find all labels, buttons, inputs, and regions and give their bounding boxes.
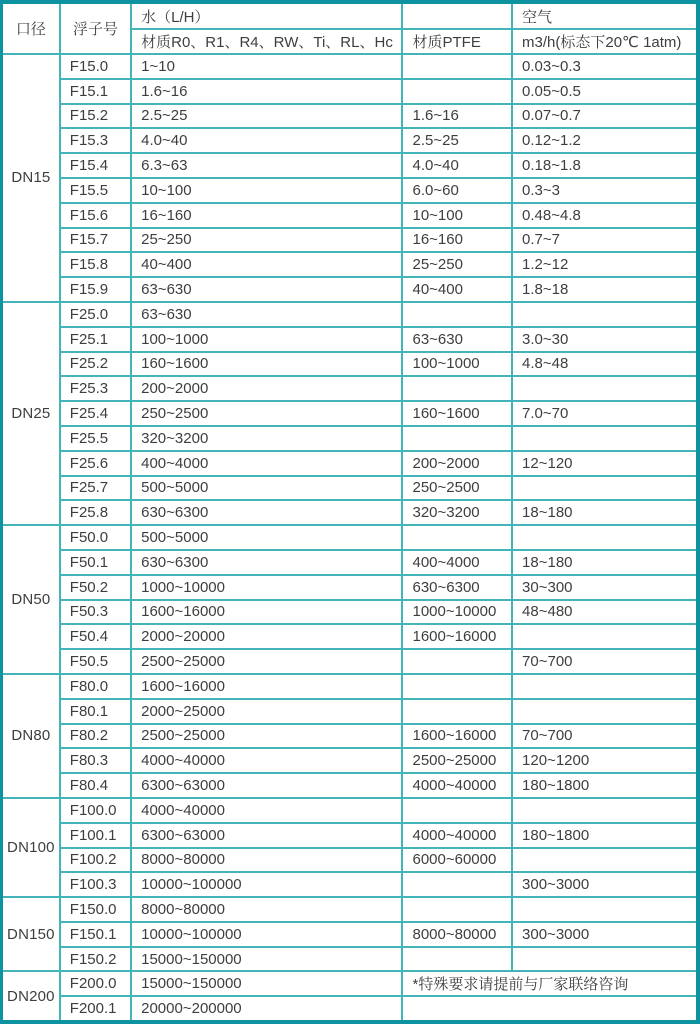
note-cell: *特殊要求请提前与厂家联络咨询 <box>402 971 698 996</box>
ptfe-flow-cell <box>402 674 512 699</box>
air-flow-cell <box>512 525 698 550</box>
table-row <box>2 54 699 79</box>
diameter-cell: DN150 <box>2 897 60 971</box>
water-flow-cell: 25~250 <box>131 228 402 253</box>
header-water-spacer <box>402 2 512 29</box>
table-row <box>2 748 699 773</box>
air-flow-cell <box>512 624 698 649</box>
air-flow-cell: 30~300 <box>512 575 698 600</box>
ptfe-flow-cell: 25~250 <box>402 252 512 277</box>
air-flow-cell: 3.0~30 <box>512 327 698 352</box>
float-no-cell: F80.3 <box>60 748 131 773</box>
water-flow-cell: 320~3200 <box>131 426 402 451</box>
float-no-cell: F200.0 <box>60 971 131 996</box>
air-flow-cell: 0.03~0.3 <box>512 54 698 79</box>
air-flow-cell: 70~700 <box>512 724 698 749</box>
water-flow-cell: 10000~100000 <box>131 872 402 897</box>
table-row <box>2 277 699 302</box>
air-flow-cell <box>512 848 698 873</box>
water-flow-cell: 400~4000 <box>131 451 402 476</box>
table-row <box>2 153 699 178</box>
ptfe-flow-cell: 63~630 <box>402 327 512 352</box>
ptfe-flow-cell <box>402 947 512 972</box>
ptfe-flow-cell: 160~1600 <box>402 401 512 426</box>
ptfe-flow-cell: 2500~25000 <box>402 748 512 773</box>
float-no-cell: F150.2 <box>60 947 131 972</box>
table-row <box>2 897 699 922</box>
air-flow-cell <box>512 947 698 972</box>
air-flow-cell: 0.48~4.8 <box>512 203 698 228</box>
float-no-cell: F50.4 <box>60 624 131 649</box>
table-row <box>2 302 699 327</box>
ptfe-flow-cell <box>402 699 512 724</box>
table-row <box>2 872 699 897</box>
air-flow-cell <box>512 897 698 922</box>
table-row <box>2 128 699 153</box>
air-flow-cell: 180~1800 <box>512 773 698 798</box>
water-flow-cell: 2.5~25 <box>131 104 402 129</box>
note-cell <box>402 996 698 1022</box>
ptfe-flow-cell: 100~1000 <box>402 352 512 377</box>
ptfe-flow-cell: 4000~40000 <box>402 823 512 848</box>
header-ptfe-material: 材质PTFE <box>402 29 512 54</box>
header-water-title: 水（L/H） <box>131 2 402 29</box>
header-row-1 <box>2 2 699 29</box>
table-row <box>2 947 699 972</box>
water-flow-cell: 1600~16000 <box>131 600 402 625</box>
air-flow-cell: 0.18~1.8 <box>512 153 698 178</box>
header-water-material: 材质R0、R1、R4、RW、Ti、RL、Hc <box>131 29 402 54</box>
ptfe-flow-cell: 10~100 <box>402 203 512 228</box>
float-no-cell: F150.1 <box>60 922 131 947</box>
air-flow-cell: 70~700 <box>512 649 698 674</box>
water-flow-cell: 2500~25000 <box>131 724 402 749</box>
water-flow-cell: 4.0~40 <box>131 128 402 153</box>
water-flow-cell: 8000~80000 <box>131 848 402 873</box>
ptfe-flow-cell: 2.5~25 <box>402 128 512 153</box>
float-no-cell: F100.3 <box>60 872 131 897</box>
table-row <box>2 922 699 947</box>
water-flow-cell: 2000~25000 <box>131 699 402 724</box>
water-flow-cell: 6.3~63 <box>131 153 402 178</box>
table-row <box>2 699 699 724</box>
float-no-cell: F15.5 <box>60 178 131 203</box>
table-row <box>2 971 699 996</box>
table-row <box>2 550 699 575</box>
water-flow-cell: 63~630 <box>131 302 402 327</box>
float-no-cell: F15.2 <box>60 104 131 129</box>
water-flow-cell: 2500~25000 <box>131 649 402 674</box>
float-no-cell: F25.1 <box>60 327 131 352</box>
diameter-cell: DN200 <box>2 971 60 1022</box>
diameter-cell: DN100 <box>2 798 60 897</box>
air-flow-cell: 300~3000 <box>512 872 698 897</box>
ptfe-flow-cell <box>402 525 512 550</box>
water-flow-cell: 6300~63000 <box>131 773 402 798</box>
header-diameter: 口径 <box>2 2 60 54</box>
ptfe-flow-cell: 6000~60000 <box>402 848 512 873</box>
float-no-cell: F50.3 <box>60 600 131 625</box>
water-flow-cell: 4000~40000 <box>131 748 402 773</box>
ptfe-flow-cell: 1.6~16 <box>402 104 512 129</box>
ptfe-flow-cell <box>402 897 512 922</box>
float-no-cell: F15.0 <box>60 54 131 79</box>
air-flow-cell: 120~1200 <box>512 748 698 773</box>
water-flow-cell: 500~5000 <box>131 525 402 550</box>
air-flow-cell: 18~180 <box>512 550 698 575</box>
table-row <box>2 401 699 426</box>
water-flow-cell: 200~2000 <box>131 376 402 401</box>
ptfe-flow-cell: 1600~16000 <box>402 724 512 749</box>
water-flow-cell: 10000~100000 <box>131 922 402 947</box>
float-no-cell: F15.3 <box>60 128 131 153</box>
float-no-cell: F50.2 <box>60 575 131 600</box>
air-flow-cell: 300~3000 <box>512 922 698 947</box>
water-flow-cell: 2000~20000 <box>131 624 402 649</box>
air-flow-cell: 7.0~70 <box>512 401 698 426</box>
water-flow-cell: 20000~200000 <box>131 996 402 1022</box>
water-flow-cell: 250~2500 <box>131 401 402 426</box>
table-row <box>2 104 699 129</box>
air-flow-cell <box>512 476 698 501</box>
table-row <box>2 203 699 228</box>
diameter-cell: DN15 <box>2 54 60 302</box>
table-row <box>2 451 699 476</box>
diameter-cell: DN50 <box>2 525 60 674</box>
ptfe-flow-cell: 250~2500 <box>402 476 512 501</box>
water-flow-cell: 16~160 <box>131 203 402 228</box>
float-no-cell: F15.8 <box>60 252 131 277</box>
water-flow-cell: 15000~150000 <box>131 971 402 996</box>
ptfe-flow-cell <box>402 54 512 79</box>
float-no-cell: F100.2 <box>60 848 131 873</box>
ptfe-flow-cell <box>402 376 512 401</box>
water-flow-cell: 100~1000 <box>131 327 402 352</box>
table-row <box>2 178 699 203</box>
float-no-cell: F80.2 <box>60 724 131 749</box>
ptfe-flow-cell: 4000~40000 <box>402 773 512 798</box>
table-row <box>2 773 699 798</box>
table-row <box>2 376 699 401</box>
diameter-cell: DN80 <box>2 674 60 798</box>
air-flow-cell: 1.8~18 <box>512 277 698 302</box>
ptfe-flow-cell <box>402 649 512 674</box>
water-flow-cell: 63~630 <box>131 277 402 302</box>
ptfe-flow-cell: 4.0~40 <box>402 153 512 178</box>
water-flow-cell: 6300~63000 <box>131 823 402 848</box>
water-flow-cell: 40~400 <box>131 252 402 277</box>
table-row <box>2 352 699 377</box>
ptfe-flow-cell: 200~2000 <box>402 451 512 476</box>
water-flow-cell: 4000~40000 <box>131 798 402 823</box>
table-row <box>2 848 699 873</box>
float-no-cell: F15.7 <box>60 228 131 253</box>
air-flow-cell: 0.3~3 <box>512 178 698 203</box>
ptfe-flow-cell: 400~4000 <box>402 550 512 575</box>
float-no-cell: F25.3 <box>60 376 131 401</box>
header-air-subtitle: m3/h(标态下20℃ 1atm) <box>512 29 698 54</box>
table-row <box>2 525 699 550</box>
table-row <box>2 476 699 501</box>
air-flow-cell <box>512 699 698 724</box>
float-no-cell: F80.0 <box>60 674 131 699</box>
float-no-cell: F15.9 <box>60 277 131 302</box>
air-flow-cell: 48~480 <box>512 600 698 625</box>
table-header <box>2 2 699 54</box>
table-row <box>2 79 699 104</box>
float-no-cell: F15.1 <box>60 79 131 104</box>
table-row <box>2 228 699 253</box>
table-body <box>2 54 699 1022</box>
ptfe-flow-cell: 630~6300 <box>402 575 512 600</box>
ptfe-flow-cell: 8000~80000 <box>402 922 512 947</box>
air-flow-cell: 12~120 <box>512 451 698 476</box>
ptfe-flow-cell: 40~400 <box>402 277 512 302</box>
ptfe-flow-cell <box>402 798 512 823</box>
air-flow-cell: 0.07~0.7 <box>512 104 698 129</box>
table-row <box>2 823 699 848</box>
table-row <box>2 624 699 649</box>
float-no-cell: F25.5 <box>60 426 131 451</box>
float-no-cell: F25.4 <box>60 401 131 426</box>
ptfe-flow-cell: 320~3200 <box>402 500 512 525</box>
table-row <box>2 575 699 600</box>
air-flow-cell: 0.7~7 <box>512 228 698 253</box>
water-flow-cell: 500~5000 <box>131 476 402 501</box>
ptfe-flow-cell: 6.0~60 <box>402 178 512 203</box>
float-no-cell: F80.4 <box>60 773 131 798</box>
water-flow-cell: 630~6300 <box>131 500 402 525</box>
float-no-cell: F25.8 <box>60 500 131 525</box>
air-flow-cell <box>512 798 698 823</box>
water-flow-cell: 15000~150000 <box>131 947 402 972</box>
float-no-cell: F100.0 <box>60 798 131 823</box>
air-flow-cell <box>512 674 698 699</box>
ptfe-flow-cell <box>402 426 512 451</box>
float-no-cell: F15.6 <box>60 203 131 228</box>
float-no-cell: F100.1 <box>60 823 131 848</box>
table-row <box>2 674 699 699</box>
ptfe-flow-cell: 1600~16000 <box>402 624 512 649</box>
float-no-cell: F25.6 <box>60 451 131 476</box>
float-no-cell: F150.0 <box>60 897 131 922</box>
float-no-cell: F50.5 <box>60 649 131 674</box>
air-flow-cell: 0.12~1.2 <box>512 128 698 153</box>
air-flow-cell: 4.8~48 <box>512 352 698 377</box>
table-row <box>2 996 699 1022</box>
header-float-no: 浮子号 <box>60 2 131 54</box>
air-flow-cell: 180~1800 <box>512 823 698 848</box>
table-row <box>2 500 699 525</box>
ptfe-flow-cell: 1000~10000 <box>402 600 512 625</box>
diameter-cell: DN25 <box>2 302 60 525</box>
table-row <box>2 600 699 625</box>
float-no-cell: F25.0 <box>60 302 131 327</box>
water-flow-cell: 1600~16000 <box>131 674 402 699</box>
air-flow-cell <box>512 426 698 451</box>
water-flow-cell: 1000~10000 <box>131 575 402 600</box>
table-row <box>2 327 699 352</box>
ptfe-flow-cell <box>402 302 512 327</box>
table-row <box>2 798 699 823</box>
water-flow-cell: 10~100 <box>131 178 402 203</box>
water-flow-cell: 160~1600 <box>131 352 402 377</box>
float-no-cell: F50.1 <box>60 550 131 575</box>
air-flow-cell <box>512 376 698 401</box>
table-row <box>2 724 699 749</box>
air-flow-cell: 0.05~0.5 <box>512 79 698 104</box>
float-no-cell: F80.1 <box>60 699 131 724</box>
table-row <box>2 426 699 451</box>
float-no-cell: F25.2 <box>60 352 131 377</box>
float-no-cell: F200.1 <box>60 996 131 1022</box>
header-air-title: 空气 <box>512 2 698 29</box>
ptfe-flow-cell <box>402 79 512 104</box>
float-no-cell: F50.0 <box>60 525 131 550</box>
table-row <box>2 649 699 674</box>
water-flow-cell: 630~6300 <box>131 550 402 575</box>
air-flow-cell: 18~180 <box>512 500 698 525</box>
ptfe-flow-cell: 16~160 <box>402 228 512 253</box>
water-flow-cell: 8000~80000 <box>131 897 402 922</box>
ptfe-flow-cell <box>402 872 512 897</box>
water-flow-cell: 1.6~16 <box>131 79 402 104</box>
air-flow-cell <box>512 302 698 327</box>
air-flow-cell: 1.2~12 <box>512 252 698 277</box>
float-no-cell: F25.7 <box>60 476 131 501</box>
table-row <box>2 252 699 277</box>
water-flow-cell: 1~10 <box>131 54 402 79</box>
float-no-cell: F15.4 <box>60 153 131 178</box>
